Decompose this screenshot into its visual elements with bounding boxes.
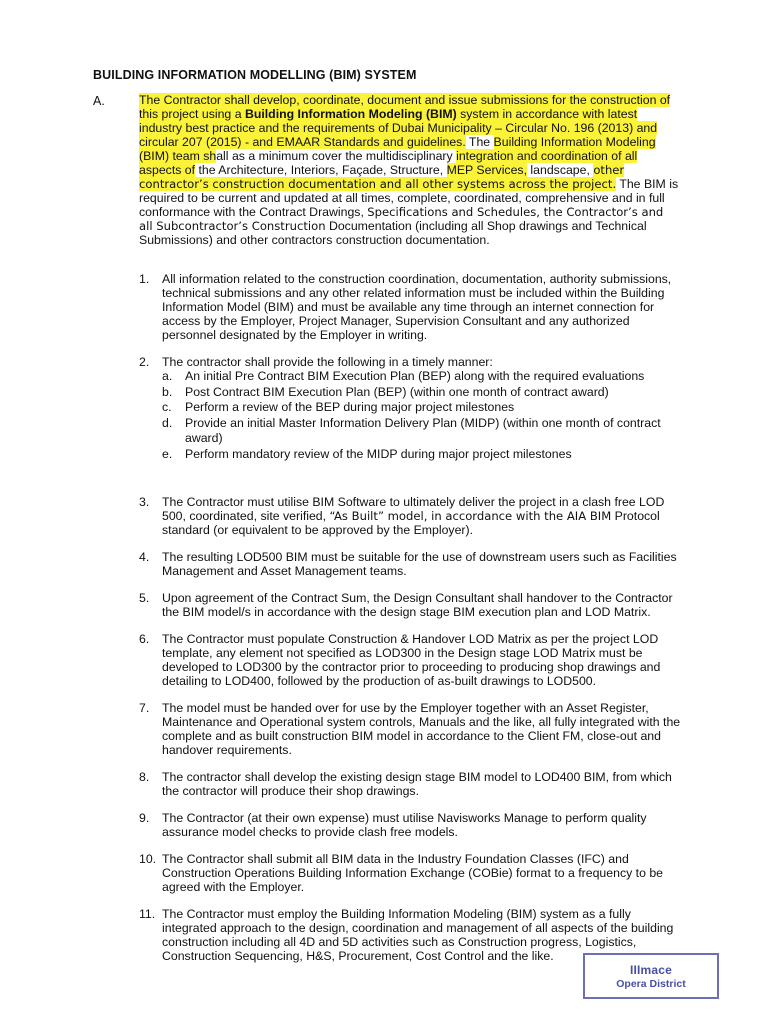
sub-list-item	[162, 447, 684, 463]
list-item	[139, 272, 684, 342]
intro-text-3: The	[465, 135, 494, 149]
list-item-text: The Contractor must employ the Building Information Modeling (BIM) system as a fully integrated approach to the design, coordination and management of all aspects of the building construction including all 4D and 5D activities such as Construction progress, Logistics, Construction Sequencing, H&S, Procurement, Cost Control and the like.	[162, 907, 674, 963]
intro-text-10: other contractor’s construction documentation and all other systems across the project.	[139, 163, 625, 191]
list-item-number: 4.	[139, 550, 150, 564]
sub-item-text: Perform a review of the BEP during major project milestones	[185, 400, 515, 414]
list-item	[139, 591, 684, 619]
list-item	[139, 495, 684, 537]
company-stamp	[583, 953, 719, 999]
sub-item-text: Provide an initial Master Information Delivery Plan (MIDP) (within one month of contract award)	[185, 415, 661, 445]
list-item	[139, 770, 684, 798]
stamp-company: IIImace	[629, 963, 673, 977]
sub-item-letter: e.	[162, 446, 173, 461]
sub-list	[162, 369, 684, 462]
list-item	[139, 355, 684, 462]
sub-list-item	[162, 400, 684, 416]
intro-text-13: Documentation (including all Shop drawings and Technical Submissions) and other contractors construction documentation.	[139, 219, 647, 247]
sub-item-letter: b.	[162, 384, 173, 399]
intro-text-11: The BIM is required to be current and updated at all times, complete, coordinated, comprehensive and in full conformance with the Contract Drawings,	[139, 177, 679, 219]
sub-list-item	[162, 385, 684, 401]
list-item	[139, 811, 684, 839]
intro-text-4: Building Information Modeling (BIM) team sh	[139, 135, 656, 163]
list-item-text: The Contractor must populate Construction & Handover LOD Matrix as per the project LOD template, any element not specified as LOD300 in the Design stage LOD Matrix must be developed to LOD300 by the contractor prior to proceeding to producing shop drawings and detailing to LOD400, followed by the production of as-built drawings to LOD500.	[162, 632, 661, 688]
sub-item-letter: d.	[162, 415, 173, 430]
list-item	[139, 550, 684, 578]
intro-text-1: The Contractor shall develop, coordinate, document and issue submissions for the construction of this project using a	[139, 93, 671, 121]
intro-text-8: MEP Services,	[446, 163, 527, 177]
intro-paragraph	[139, 93, 679, 247]
list-item	[139, 632, 684, 688]
list-item	[139, 701, 684, 757]
sub-item-letter: c.	[162, 400, 172, 414]
list-item-text: Upon agreement of the Contract Sum, the Design Consultant shall handover to the Contractor the BIM model/s in accordance with the design stage BIM execution plan and LOD Matrix.	[162, 591, 673, 619]
list-item-text-part: Protocol standard (or equivalent to be approved by the Employer).	[162, 509, 660, 537]
intro-bim-bold: Building Information Modeling (BIM)	[244, 107, 457, 121]
intro-text-7: the Architecture, Interiors, Façade, Structure,	[195, 163, 447, 177]
list-item-text-part: “As Built” model, in accordance with the AIA BIM	[329, 509, 612, 523]
sub-item-text: An initial Pre Contract BIM Execution Plan (BEP) along with the required evaluations	[185, 369, 645, 383]
intro-text-5: all as a minimum cover the multidisciplinary	[216, 149, 457, 163]
list-item-text: The resulting LOD500 BIM must be suitable for the use of downstream users such as Facilities Management and Asset Management teams.	[162, 550, 677, 578]
list-item-number: 6.	[139, 632, 150, 646]
sub-list-item	[162, 416, 684, 447]
list-item-number: 2.	[139, 355, 150, 369]
list-item-number: 5.	[139, 591, 150, 605]
sub-item-letter: a.	[162, 369, 173, 383]
list-item-number: 10.	[139, 852, 157, 866]
stamp-project: Opera District	[616, 978, 686, 990]
section-label: A.	[93, 94, 105, 108]
list-item-number: 11.	[139, 907, 156, 921]
list-item-text	[162, 495, 684, 537]
list-item-text: All information related to the construction coordination, documentation, authority submissions, technical submissions and any other related information must be included within the Building Information Model (BIM) and must be available any time through an internet connection for access by the Employer, Project Manager, Supervision Consultant and any authorized personnel designated by the Employer in writing.	[162, 272, 672, 342]
list-item-text: The contractor shall provide the following in a timely manner:	[162, 355, 493, 369]
list-item-number: 8.	[139, 770, 150, 784]
requirements-list	[139, 272, 684, 963]
sub-list-item	[162, 369, 684, 385]
list-item-number: 1.	[139, 272, 150, 286]
intro-text-9: landscape,	[527, 163, 594, 177]
list-item-text: The Contractor shall submit all BIM data in the Industry Foundation Classes (IFC) and Construction Operations Building Information Exchange (COBie) format to a frequency to be agreed with the Employer.	[162, 852, 664, 894]
list-item-text: The contractor shall develop the existing design stage BIM model to LOD400 BIM, from which the contractor will produce their shop drawings.	[162, 770, 672, 798]
list-item-number: 7.	[139, 701, 150, 715]
list-item-text-part: The Contractor must utilise BIM Software to ultimately deliver the project in a clash free LOD 500, coordinated, site verified,	[162, 495, 665, 523]
intro-text-2: system in accordance with latest industry best practice and the requirements of Dubai Municipality – Circular No. 196 (2013) and circular 207 (2015) - and EMAAR Standards and guidelines.	[139, 107, 658, 149]
document-heading: BUILDING INFORMATION MODELLING (BIM) SYSTEM	[93, 68, 417, 82]
list-item-text: The model must be handed over for use by the Employer together with an Asset Register, Maintenance and Operational system controls, Manuals and the like, all fully integrated with the complete and as built construction BIM model in accordance to the Client FM, close-out and handover requirements.	[162, 701, 681, 757]
intro-text-12: Specifications and Schedules, the Contractor’s and all Subcontractor’s Construction	[139, 205, 664, 233]
intro-text-6: integration and coordination of all aspects of	[139, 149, 638, 177]
sub-item-text: Perform mandatory review of the MIDP during major project milestones	[185, 446, 572, 461]
list-item-number: 9.	[139, 811, 150, 825]
sub-item-text: Post Contract BIM Execution Plan (BEP) (within one month of contract award)	[185, 384, 609, 399]
list-item	[139, 852, 684, 894]
list-item-number: 3.	[139, 495, 150, 509]
list-item-text: The Contractor (at their own expense) must utilise Navisworks Manage to perform quality assurance model checks to provide clash free models.	[162, 811, 647, 839]
